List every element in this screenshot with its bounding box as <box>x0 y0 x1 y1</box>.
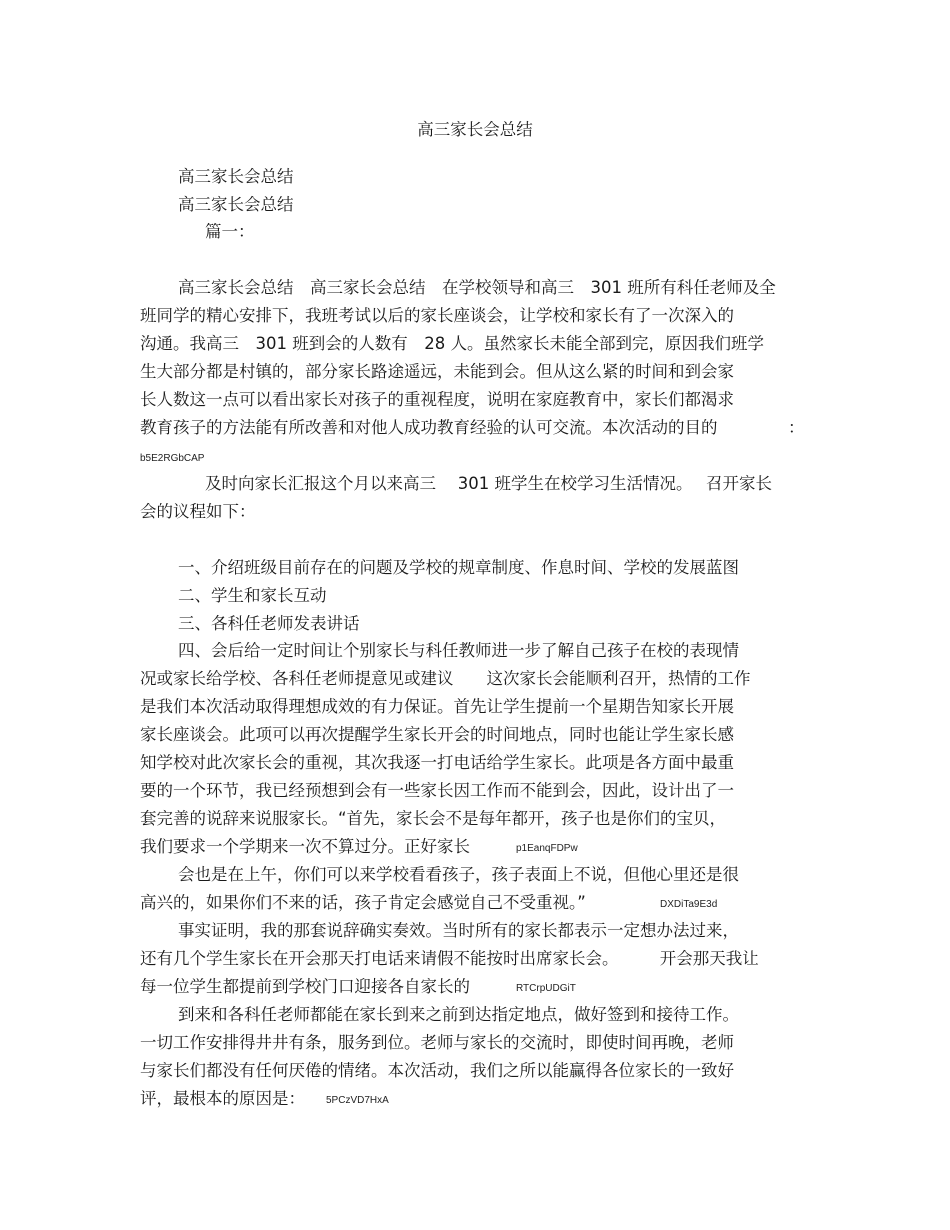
paragraph-line: 生大部分都是村镇的，部分家长路途遥远，未能到会。但从这么紧的时间和到会家 <box>140 362 734 381</box>
colon-mark: ： <box>788 418 805 437</box>
paragraph-line: 会也是在上午，你们可以来学校看看孩子，孩子表面上不说，但他心里还是很 <box>178 865 739 884</box>
document-title: 高三家长会总结 <box>417 120 533 139</box>
agenda-item: 一、介绍班级目前存在的问题及学校的规章制度、作息时间、学校的发展蓝图 <box>178 558 739 577</box>
watermark-code: 5PCzVD7HxA <box>326 1095 389 1106</box>
paragraph-line: 还有几个学生家长在开会那天打电话来请假不能按时出席家长会。 开会那天我让 <box>140 949 759 968</box>
paragraph-line: 教育孩子的方法能有所改善和对他人成功教育经验的认可交流。本次活动的目的 <box>140 418 718 437</box>
paragraph-line: 况或家长给学校、各科任老师提意见或建议 这次家长会能顺利召开，热情的工作 <box>140 669 751 688</box>
paragraph-line: 一切工作安排得井井有条，服务到位。老师与家长的交流时，即使时间再晚，老师 <box>140 1033 734 1052</box>
watermark-code: DXDiTa9E3d <box>660 899 718 910</box>
watermark-code: RTCrpUDGiT <box>516 983 576 994</box>
watermark-code: b5E2RGbCAP <box>140 453 205 464</box>
paragraph-line: 长人数这一点可以看出家长对孩子的重视程度，说明在家庭教育中，家长们都渴求 <box>140 390 734 409</box>
paragraph-line: 事实证明，我的那套说辞确实奏效。当时所有的家长都表示一定想办法过来， <box>178 921 739 940</box>
paragraph-line: 高三家长会总结 高三家长会总结 在学校领导和高三 301 班所有科任老师及全 <box>178 278 776 297</box>
paragraph-line: 沟通。我高三 301 班到会的人数有 28 人。虽然家长未能全部到完，原因我们班学 <box>140 334 764 353</box>
paragraph-line: 我们要求一个学期来一次不算过分。正好家长 <box>140 837 470 856</box>
paragraph-line: 评，最根本的原因是： <box>140 1089 305 1108</box>
paragraph-line: 与家长们都没有任何厌倦的情绪。本次活动，我们之所以能赢得各位家长的一致好 <box>140 1061 734 1080</box>
paragraph-line: 班同学的精心安排下，我班考试以后的家长座谈会，让学校和家长有了一次深入的 <box>140 306 734 325</box>
section-label: 篇一： <box>205 222 255 241</box>
header-line: 高三家长会总结 <box>178 195 294 214</box>
paragraph-line: 会的议程如下： <box>140 502 256 521</box>
paragraph-line: 及时向家长汇报这个月以来高三 301 班学生在校学习生活情况。 召开家长 <box>205 474 772 493</box>
paragraph-line: 知学校对此次家长会的重视，其次我逐一打电话给学生家长。此项是各方面中最重 <box>140 753 734 772</box>
agenda-item: 三、各科任老师发表讲话 <box>178 614 360 633</box>
paragraph-line: 高兴的，如果你们不来的话，孩子肯定会感觉自己不受重视。” <box>140 893 586 912</box>
watermark-code: p1EanqFDPw <box>516 843 578 854</box>
paragraph-line: 套完善的说辞来说服家长。“首先，家长会不是每年都开，孩子也是你们的宝贝， <box>140 809 727 828</box>
header-line: 高三家长会总结 <box>178 167 294 186</box>
paragraph-line: 要的一个环节，我已经预想到会有一些家长因工作而不能到会，因此，设计出了一 <box>140 781 734 800</box>
agenda-item: 二、学生和家长互动 <box>178 586 327 605</box>
paragraph-line: 是我们本次活动取得理想成效的有力保证。首先让学生提前一个星期告知家长开展 <box>140 697 734 716</box>
paragraph-line: 每一位学生都提前到学校门口迎接各自家长的 <box>140 977 470 996</box>
paragraph-line: 家长座谈会。此项可以再次提醒学生家长开会的时间地点，同时也能让学生家长感 <box>140 725 734 744</box>
paragraph-line: 四、会后给一定时间让个别家长与科任教师进一步了解自己孩子在校的表现情 <box>178 641 739 660</box>
paragraph-line: 到来和各科任老师都能在家长到来之前到达指定地点，做好签到和接待工作。 <box>178 1005 739 1024</box>
